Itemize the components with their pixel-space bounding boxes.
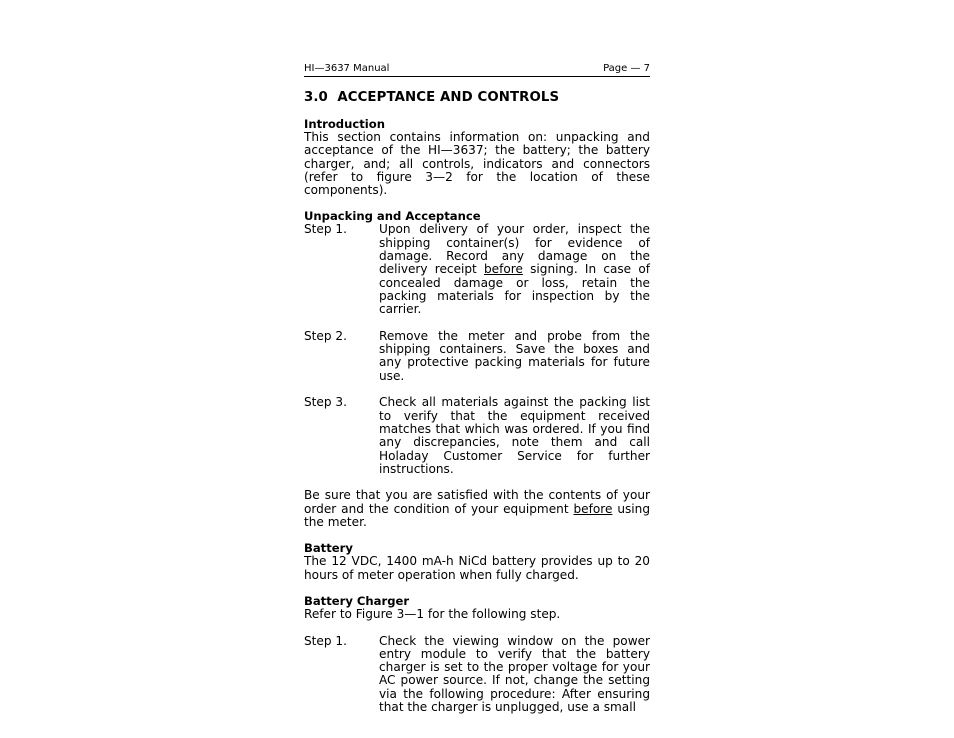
step-label: Step 1. bbox=[304, 633, 347, 648]
step-text: Check the viewing window on the power entry module to verify that the battery charger is set to the proper voltage for your AC power source. If not, change the setting via the following procedure: After ensuring that the charger is unplugged, use a small bbox=[379, 633, 650, 714]
unpacking-step-3 bbox=[304, 396, 650, 476]
unpacking-step-2 bbox=[304, 330, 650, 383]
unpacking-closing-text: Be sure that you are satisfied with the contents of your order and the condition of your equipment before using the meter. bbox=[304, 488, 650, 530]
charger-intro: Refer to Figure 3—1 for the following step. bbox=[304, 606, 561, 621]
battery-heading: Battery bbox=[304, 541, 353, 556]
page-number: Page — 7 bbox=[603, 63, 650, 74]
underlined-word: before bbox=[573, 501, 613, 516]
section-title: 3.0 ACCEPTANCE AND CONTROLS bbox=[304, 90, 560, 105]
charger-section bbox=[304, 595, 650, 714]
charger-step-1 bbox=[304, 635, 650, 715]
introduction-text: This section contains information on: unpacking and acceptance of the HI—3637; the battery; the battery charger, and; all controls, indicators and connectors (refer to figure 3—2 for the location of these components). bbox=[304, 130, 650, 198]
introduction-section bbox=[304, 118, 650, 197]
underlined-word: before bbox=[484, 262, 523, 277]
step-label: Step 3. bbox=[304, 395, 347, 410]
step-label: Step 2. bbox=[304, 328, 347, 343]
battery-text: The 12 VDC, 1400 mA-h NiCd battery provides up to 20 hours of meter operation when fully charged. bbox=[304, 554, 650, 582]
step-text: Remove the meter and probe from the shipping containers. Save the boxes and any protective packing materials for future use. bbox=[379, 328, 650, 383]
step-text: Check all materials against the packing list to verify that the equipment received matches that which was ordered. If you find any discrepancies, note them and call Holaday Customer Service for further instructions. bbox=[379, 395, 650, 476]
charger-heading: Battery Charger bbox=[304, 593, 410, 608]
step-label: Step 1. bbox=[304, 222, 347, 237]
battery-section bbox=[304, 542, 650, 582]
unpacking-heading: Unpacking and Acceptance bbox=[304, 209, 481, 224]
manual-title: HI—3637 Manual bbox=[304, 63, 390, 74]
introduction-heading: Introduction bbox=[304, 117, 385, 131]
step-text: Upon delivery of your order, inspect the shipping container(s) for evidence of damage. Record any damage on the delivery receipt before signing. In case of concealed damage or loss, retain the packing materials for inspection by the carrier. bbox=[379, 222, 650, 317]
manual-page bbox=[304, 62, 650, 714]
unpacking-section bbox=[304, 210, 650, 529]
running-header bbox=[304, 62, 650, 77]
unpacking-step-1 bbox=[304, 223, 650, 316]
